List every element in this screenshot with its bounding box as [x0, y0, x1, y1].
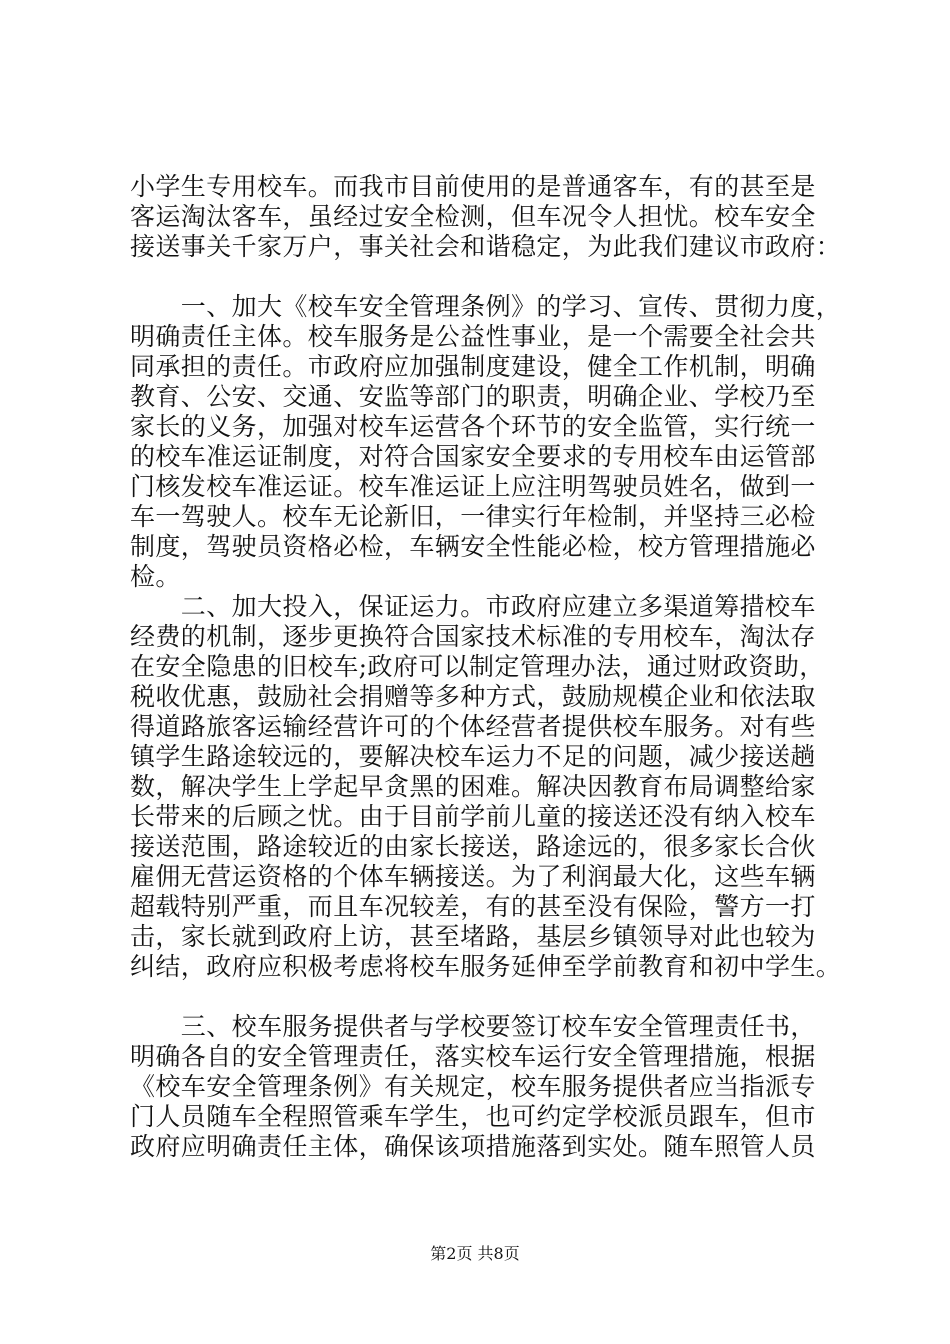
text-line: 门核发校车准运证。校车准运证上应注明驾驶员姓名，做到一: [130, 472, 816, 501]
text-line: 超载特别严重，而且车况较差，有的甚至没有保险，警方一打: [130, 892, 816, 921]
text-line: 在安全隐患的旧校车;政府可以制定管理办法，通过财政资助，: [130, 652, 825, 681]
text-line: 的校车准运证制度，对符合国家安全要求的专用校车由运管部: [130, 442, 816, 471]
text-line: 客运淘汰客车，虽经过安全检测，但车况令人担忧。校车安全: [130, 202, 816, 231]
text-line: 门人员随车全程照管乘车学生，也可约定学校派员跟车，但市: [130, 1102, 816, 1131]
text-line: 雇佣无营运资格的个体车辆接送。为了利润最大化，这些车辆: [130, 862, 816, 891]
text-line: 家长的义务，加强对校车运营各个环节的安全监管，实行统一: [130, 412, 816, 441]
text-line: 税收优惠，鼓励社会捐赠等多种方式，鼓励规模企业和依法取: [130, 682, 816, 711]
paragraph-gap: [130, 982, 845, 1012]
text-line: 明确各自的安全管理责任，落实校车运行安全管理措施，根据: [130, 1042, 816, 1071]
intro-paragraph: [130, 172, 845, 262]
text-line: 接送事关千家万户，事关社会和谐稳定，为此我们建议市政府：: [130, 232, 842, 261]
document-body: [130, 172, 845, 1162]
paragraph-3: [130, 1012, 845, 1162]
text-line: 接送范围，路途较近的由家长接送，路途远的，很多家长合伙: [130, 832, 816, 861]
text-line: 同承担的责任。市政府应加强制度建设，健全工作机制，明确: [130, 352, 816, 381]
text-line: 纠结，政府应积极考虑将校车服务延伸至学前教育和初中学生。: [130, 952, 842, 981]
text-line: 教育、公安、交通、安监等部门的职责，明确企业、学校乃至: [130, 382, 816, 411]
page-number-footer: 第2页 共8页: [430, 1244, 520, 1263]
text-line: 三、校车服务提供者与学校要签订校车安全管理责任书，: [130, 1012, 816, 1041]
paragraph-gap: [130, 262, 845, 292]
text-line: 经费的机制，逐步更换符合国家技术标准的专用校车，淘汰存: [130, 622, 816, 651]
text-line: 制度，驾驶员资格必检，车辆安全性能必检，校方管理措施必: [130, 532, 816, 561]
text-line: 镇学生路途较远的，要解决校车运力不足的问题，减少接送趟: [130, 742, 816, 771]
text-line: 长带来的后顾之忧。由于目前学前儿童的接送还没有纳入校车: [130, 802, 816, 831]
text-line: 检。: [130, 562, 181, 591]
text-line: 《校车安全管理条例》有关规定，校车服务提供者应当指派专: [130, 1072, 816, 1101]
text-line: 政府应明确责任主体，确保该项措施落到实处。随车照管人员: [130, 1132, 816, 1161]
text-line: 小学生专用校车。而我市目前使用的是普通客车，有的甚至是: [130, 172, 816, 201]
paragraph-2: [130, 592, 845, 982]
text-line: 击，家长就到政府上访，甚至堵路，基层乡镇领导对此也较为: [130, 922, 816, 951]
paragraph-1: [130, 292, 845, 592]
text-line: 二、加大投入，保证运力。市政府应建立多渠道筹措校车: [130, 592, 816, 621]
text-line: 车一驾驶人。校车无论新旧，一律实行年检制，并坚持三必检: [130, 502, 816, 531]
text-line: 明确责任主体。校车服务是公益性事业，是一个需要全社会共: [130, 322, 816, 351]
text-line: 得道路旅客运输经营许可的个体经营者提供校车服务。对有些: [130, 712, 816, 741]
text-line: 数，解决学生上学起早贪黑的困难。解决因教育布局调整给家: [130, 772, 816, 801]
text-line: 一、加大《校车安全管理条例》的学习、宣传、贯彻力度，: [130, 292, 842, 321]
